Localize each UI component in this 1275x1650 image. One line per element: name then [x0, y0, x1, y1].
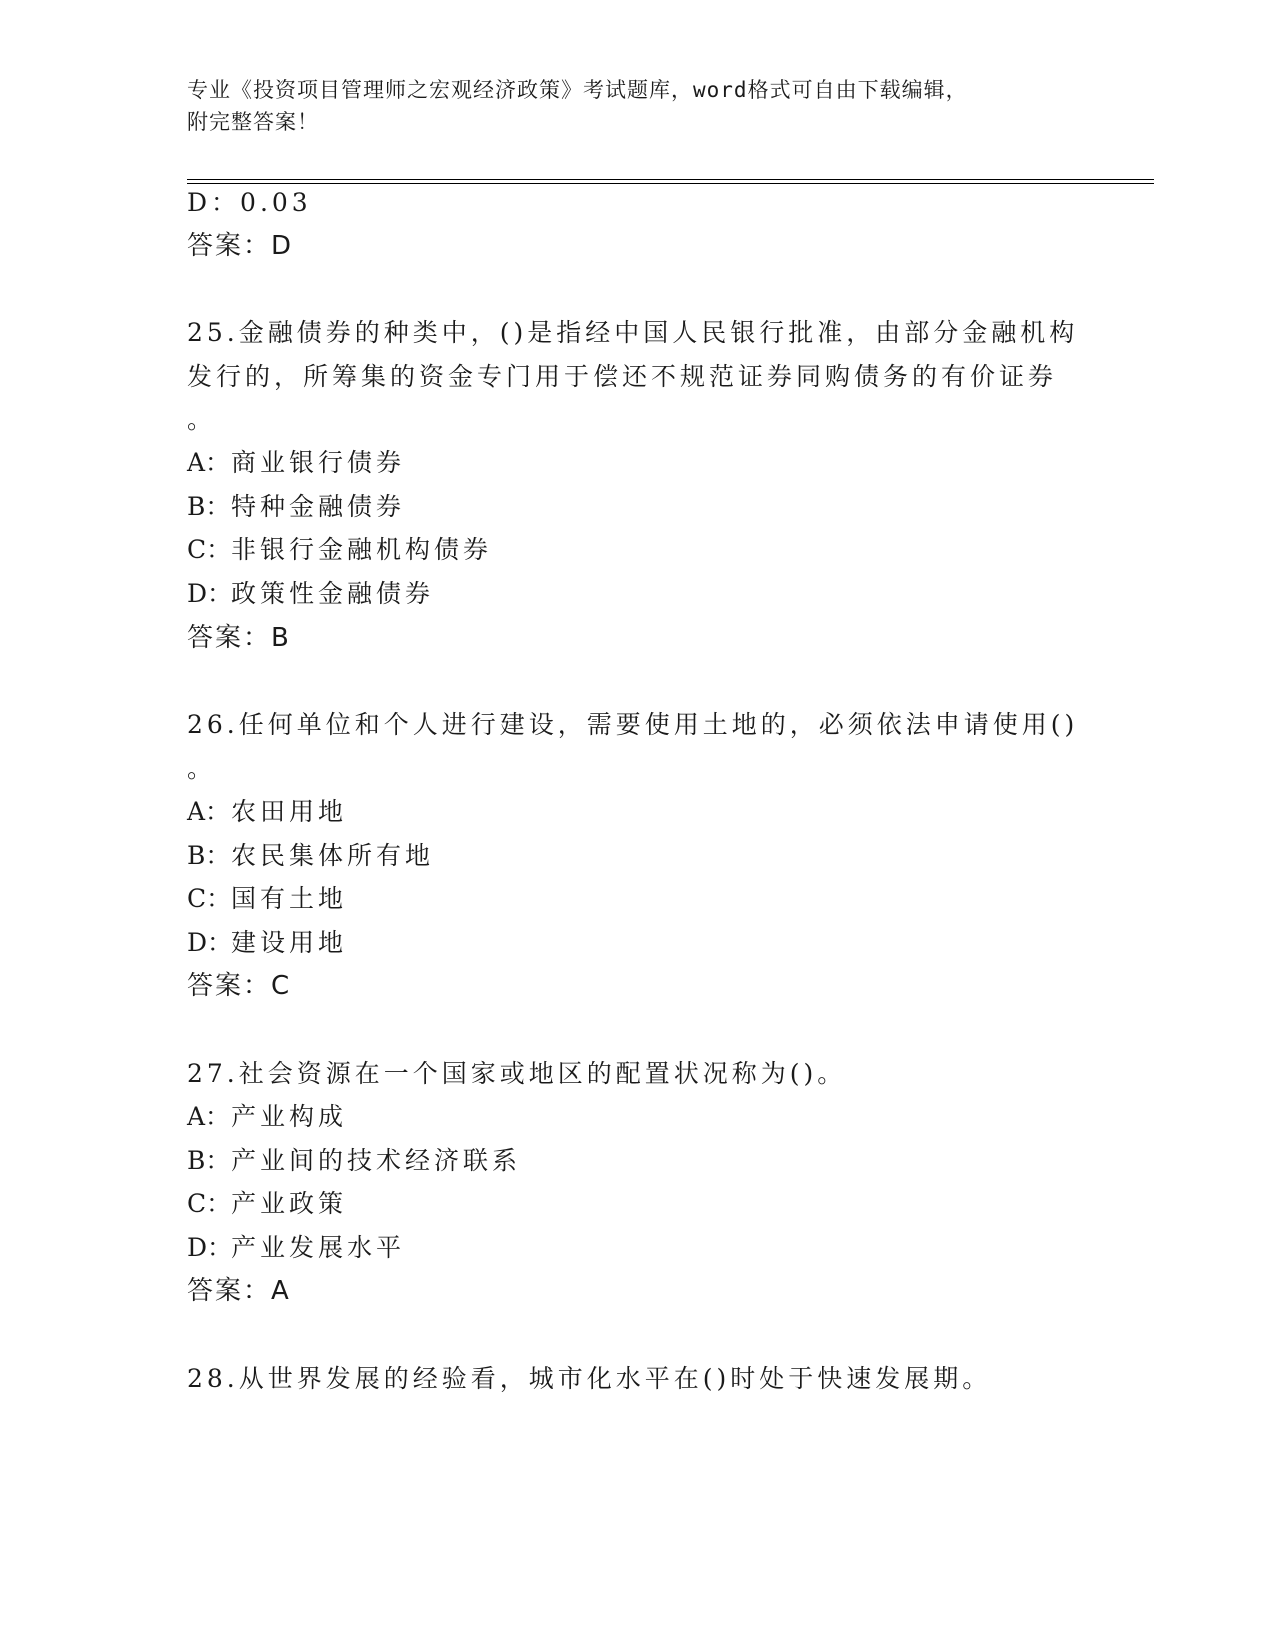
option-text: 产业构成: [231, 1102, 348, 1131]
option-text: 建设用地: [231, 928, 348, 957]
q25-option-a: [187, 446, 405, 480]
option-text: 国有土地: [231, 884, 348, 913]
option-text: 特种金融债券: [231, 492, 406, 521]
prev-option-d: D：0.03: [187, 188, 312, 217]
option-text: 产业政策: [231, 1189, 348, 1218]
option-text: 产业发展水平: [231, 1233, 406, 1262]
q26-option-d: [187, 926, 347, 960]
option-key: D：: [187, 928, 233, 957]
q26-option-b: [187, 839, 434, 873]
option-text: 非银行金融机构债券: [231, 535, 493, 564]
q27-option-c: [187, 1187, 347, 1221]
q25-stem-line-3: 。: [187, 405, 217, 434]
q25-option-b: [187, 490, 405, 524]
option-key: A：: [187, 448, 231, 477]
q27-option-a: [187, 1100, 347, 1134]
option-key: B：: [187, 1146, 231, 1175]
option-text: 产业间的技术经济联系: [231, 1146, 522, 1175]
q27-option-b: [187, 1144, 521, 1178]
option-key: A：: [187, 797, 231, 826]
option-key: C：: [187, 884, 232, 913]
option-text: 农田用地: [231, 797, 348, 826]
option-key: B：: [187, 841, 231, 870]
option-key: C：: [187, 1189, 232, 1218]
option-key: C：: [187, 535, 232, 564]
option-text: 政策性金融债券: [231, 579, 435, 608]
option-key: A：: [187, 1102, 231, 1131]
q27-stem-line-1: 27.社会资源在一个国家或地区的配置状况称为()。: [187, 1059, 847, 1088]
option-key: B：: [187, 492, 231, 521]
q25-answer: 答案：B: [187, 623, 291, 653]
header-divider: [187, 179, 1154, 184]
option-key: D：: [187, 1233, 233, 1262]
q26-option-c: [187, 882, 347, 916]
prev-answer: 答案：D: [187, 231, 294, 261]
q25-option-d: [187, 577, 434, 611]
page-header: [187, 74, 1087, 138]
q26-answer: 答案：C: [187, 971, 292, 1001]
q26-option-a: [187, 795, 347, 829]
option-key: D：: [187, 579, 233, 608]
q25-stem-line-1: 25.金融债券的种类中，()是指经中国人民银行批准，由部分金融机构: [187, 318, 1079, 347]
header-line-1: 专业《投资项目管理师之宏观经济政策》考试题库，word格式可自由下载编辑，: [187, 78, 968, 102]
option-text: 农民集体所有地: [231, 841, 435, 870]
q28-stem-line-1: 28.从世界发展的经验看，城市化水平在()时处于快速发展期。: [187, 1364, 992, 1393]
option-text: 商业银行债券: [231, 448, 406, 477]
q26-stem-line-2: 。: [187, 754, 217, 783]
q25-option-c: [187, 533, 492, 567]
q25-stem-line-2: 发行的，所筹集的资金专门用于偿还不规范证券同购债务的有价证券: [187, 362, 1058, 391]
header-line-2: 附完整答案！: [187, 110, 319, 134]
q27-option-d: [187, 1231, 405, 1265]
q26-stem-line-1: 26.任何单位和个人进行建设，需要使用土地的，必须依法申请使用(): [187, 710, 1079, 739]
q27-answer: 答案：A: [187, 1276, 291, 1306]
